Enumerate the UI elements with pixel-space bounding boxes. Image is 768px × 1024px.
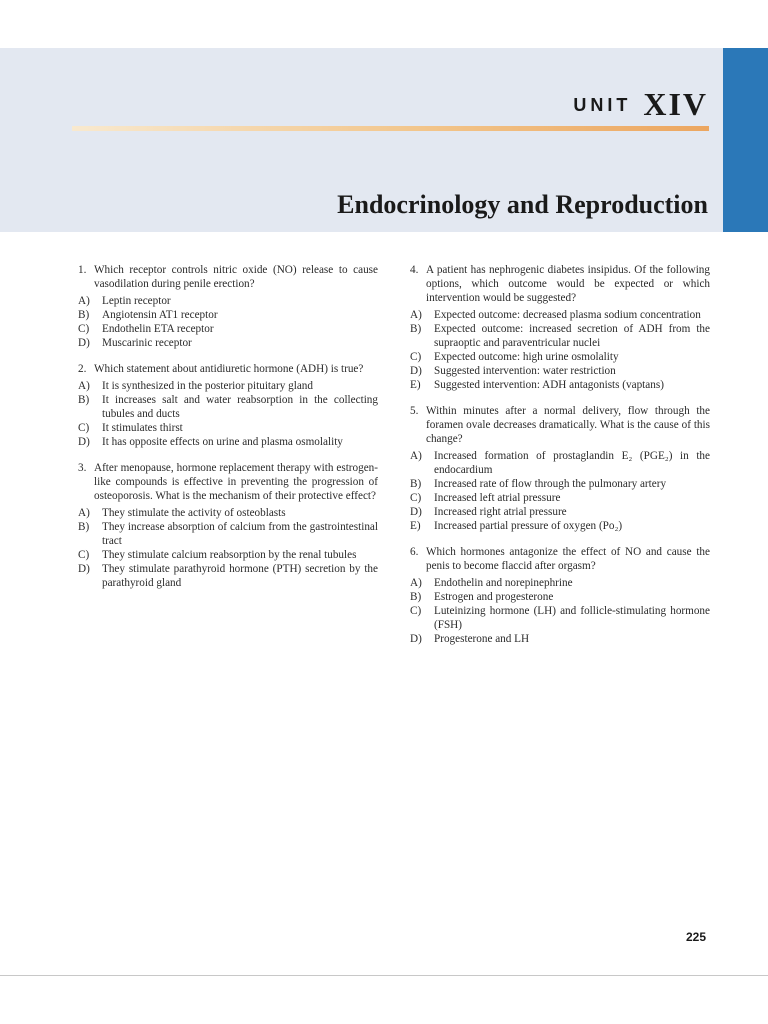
answer-option — [78, 322, 378, 336]
header-gradient-rule — [72, 126, 709, 131]
answer-option — [410, 505, 710, 519]
option-letter: B) — [410, 323, 422, 335]
option-text: They stimulate the activity of osteoblasts — [102, 507, 286, 519]
option-letter: D) — [78, 436, 90, 448]
question-number: 1. — [78, 264, 87, 276]
question-stem — [78, 263, 378, 291]
option-text: Increased formation of prostaglandin E₂ (PGE₂) in the endocardium — [434, 450, 710, 476]
unit-color-tab — [723, 48, 768, 232]
answer-option — [410, 449, 710, 477]
answer-option — [78, 520, 378, 548]
question-stem — [410, 404, 710, 446]
option-text: Increased rate of flow through the pulmonary artery — [434, 478, 667, 490]
option-text: Suggested intervention: water restriction — [434, 365, 616, 377]
question-text: Within minutes after a normal delivery, flow through the foramen ovale decreases dramatically. What is the cause of this change? — [426, 405, 710, 445]
page-number: 225 — [686, 930, 707, 944]
question-number: 5. — [410, 405, 419, 417]
option-letter: C) — [78, 422, 90, 434]
answer-option — [410, 519, 710, 533]
question-item — [78, 263, 378, 350]
answer-option — [410, 477, 710, 491]
option-letter: B) — [78, 521, 90, 533]
answer-option — [78, 421, 378, 435]
answer-options — [78, 294, 378, 350]
answer-option — [78, 379, 378, 393]
option-letter: B) — [410, 591, 422, 603]
answer-options — [410, 449, 710, 533]
question-text: Which receptor controls nitric oxide (NO) release to cause vasodilation during penile erection? — [94, 264, 378, 290]
question-item — [78, 461, 378, 590]
option-letter: E) — [410, 379, 421, 391]
option-text: It has opposite effects on urine and plasma osmolality — [102, 436, 343, 448]
option-text: Expected outcome: high urine osmolality — [434, 351, 619, 363]
answer-option — [78, 548, 378, 562]
option-text: Muscarinic receptor — [102, 337, 192, 349]
option-letter: C) — [410, 351, 422, 363]
answer-option — [410, 378, 710, 392]
answer-option — [410, 491, 710, 505]
option-letter: C) — [78, 549, 90, 561]
question-item — [410, 263, 710, 392]
answer-options — [78, 379, 378, 449]
option-text: Endothelin ETA receptor — [102, 323, 214, 335]
question-stem — [78, 461, 378, 503]
answer-option — [410, 576, 710, 590]
question-text: Which statement about antidiuretic hormone (ADH) is true? — [94, 363, 364, 375]
option-letter: B) — [78, 309, 90, 321]
question-number: 2. — [78, 363, 87, 375]
option-text: Endothelin and norepinephrine — [434, 577, 573, 589]
unit-word: UNIT — [573, 95, 632, 115]
answer-option — [410, 308, 710, 322]
bottom-divider — [0, 975, 768, 976]
option-text: Progesterone and LH — [434, 633, 530, 645]
option-letter: D) — [410, 633, 422, 645]
option-letter: A) — [78, 295, 90, 307]
right-column — [410, 263, 710, 658]
option-text: Increased right atrial pressure — [434, 506, 567, 518]
option-text: Leptin receptor — [102, 295, 171, 307]
answer-options — [78, 506, 378, 590]
answer-option — [78, 562, 378, 590]
option-text: Expected outcome: decreased plasma sodium concentration — [434, 309, 701, 321]
answer-option — [410, 322, 710, 350]
option-text: It increases salt and water reabsorption in the collecting tubules and ducts — [102, 394, 378, 420]
option-letter: A) — [78, 507, 90, 519]
option-letter: D) — [410, 365, 422, 377]
answer-option — [410, 604, 710, 632]
option-text: They increase absorption of calcium from the gastrointestinal tract — [102, 521, 378, 547]
question-text: A patient has nephrogenic diabetes insipidus. Of the following options, which outcome would be expected or which intervention would be suggested? — [426, 264, 710, 304]
question-number: 3. — [78, 462, 87, 474]
option-letter: D) — [410, 506, 422, 518]
option-text: Angiotensin AT1 receptor — [102, 309, 218, 321]
answer-option — [410, 590, 710, 604]
option-letter: E) — [410, 520, 421, 532]
answer-option — [78, 294, 378, 308]
option-text: They stimulate parathyroid hormone (PTH) secretion by the parathyroid gland — [102, 563, 378, 589]
question-item — [78, 362, 378, 449]
question-stem — [78, 362, 378, 376]
option-letter: D) — [78, 337, 90, 349]
option-letter: A) — [410, 450, 422, 462]
option-text: Increased partial pressure of oxygen (Po₂) — [434, 520, 623, 532]
answer-option — [410, 364, 710, 378]
option-letter: B) — [78, 394, 90, 406]
option-text: They stimulate calcium reabsorption by the renal tubules — [102, 549, 357, 561]
option-letter: D) — [78, 563, 90, 575]
question-number: 6. — [410, 546, 419, 558]
answer-option — [78, 393, 378, 421]
question-item — [410, 545, 710, 646]
answer-option — [78, 308, 378, 322]
option-text: Increased left atrial pressure — [434, 492, 561, 504]
question-number: 4. — [410, 264, 419, 276]
answer-option — [410, 350, 710, 364]
chapter-title: Endocrinology and Reproduction — [337, 190, 708, 219]
option-text: Estrogen and progesterone — [434, 591, 554, 603]
unit-heading — [573, 86, 708, 126]
question-stem — [410, 263, 710, 305]
answer-option — [78, 336, 378, 350]
question-item — [410, 404, 710, 533]
question-text: After menopause, hormone replacement therapy with estrogen-like compounds is effective in preventing the progression of osteoporosis. What is the mechanism of their protective effect? — [94, 462, 378, 502]
option-text: It stimulates thirst — [102, 422, 183, 434]
answer-options — [410, 308, 710, 392]
option-text: It is synthesized in the posterior pituitary gland — [102, 380, 313, 392]
question-text: Which hormones antagonize the effect of NO and cause the penis to become flaccid after orgasm? — [426, 546, 710, 572]
option-letter: B) — [410, 478, 422, 490]
answer-option — [410, 632, 710, 646]
option-text: Luteinizing hormone (LH) and follicle-stimulating hormone (FSH) — [434, 605, 710, 631]
option-letter: C) — [410, 605, 422, 617]
option-letter: A) — [78, 380, 90, 392]
option-letter: C) — [78, 323, 90, 335]
answer-option — [78, 506, 378, 520]
option-letter: A) — [410, 577, 422, 589]
answer-options — [410, 576, 710, 646]
option-letter: A) — [410, 309, 422, 321]
left-column — [78, 263, 378, 602]
option-letter: C) — [410, 492, 422, 504]
answer-option — [78, 435, 378, 449]
unit-number: XIV — [643, 86, 708, 122]
option-text: Expected outcome: increased secretion of ADH from the supraoptic and paraventricular nuclei — [434, 323, 710, 349]
question-stem — [410, 545, 710, 573]
option-text: Suggested intervention: ADH antagonists (vaptans) — [434, 379, 664, 391]
